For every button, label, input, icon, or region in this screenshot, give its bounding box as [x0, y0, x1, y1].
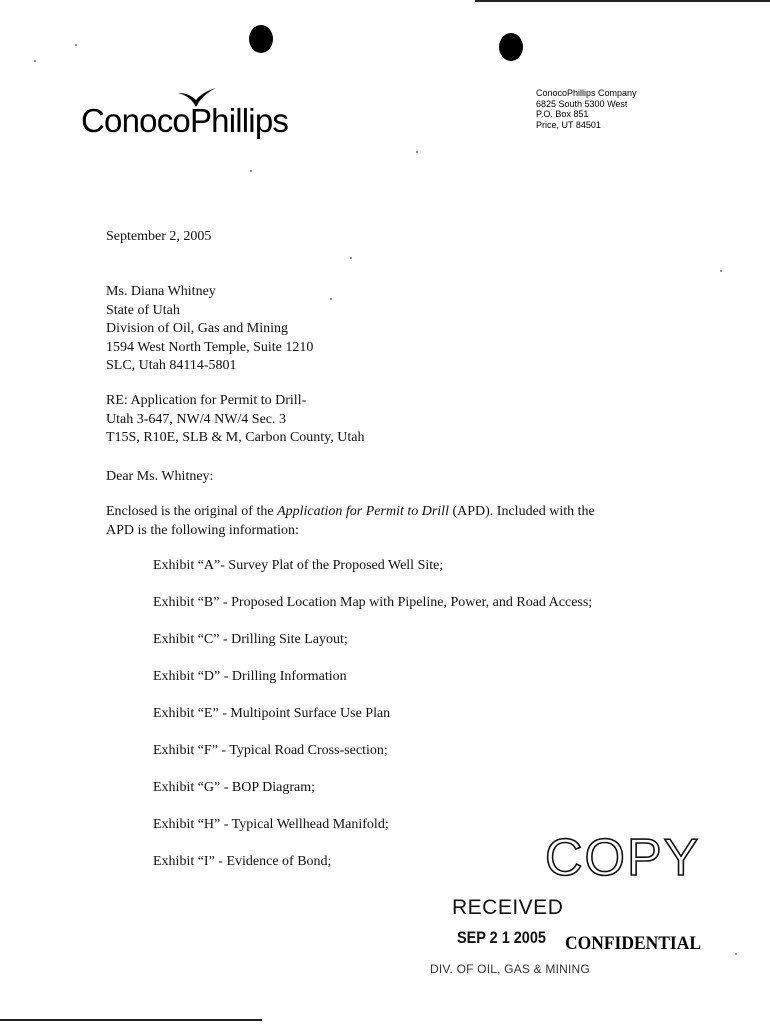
recipient-division: Division of Oil, Gas and Mining [106, 321, 288, 336]
punch-hole-left [249, 25, 273, 53]
letter-date: September 2, 2005 [106, 229, 212, 244]
received-stamp: RECEIVED [452, 896, 564, 919]
punch-hole-right [499, 33, 523, 61]
company-logo: ConocoPhillips [81, 102, 289, 139]
re-line-1: RE: Application for Permit to Drill- [106, 393, 307, 408]
re-line-2: Utah 3-647, NW/4 NW/4 Sec. 3 [106, 411, 287, 427]
intro-paragraph [106, 503, 666, 540]
exhibit-i: Exhibit “I” - Evidence of Bond; [153, 854, 332, 869]
salutation: Dear Ms. Whitney: [106, 469, 214, 484]
exhibit-c: Exhibit “C” - Drilling Site Layout; [153, 632, 348, 647]
exhibit-e: Exhibit “E” - Multipoint Surface Use Plan [153, 706, 391, 721]
apd-title: Application for Permit to Drill [277, 504, 449, 519]
re-line-3: T15S, R10E, SLB & M, Carbon County, Utah [106, 430, 365, 445]
company-city: Price, UT 84501 [536, 119, 601, 130]
exhibit-b: Exhibit “B” - Proposed Location Map with Pipeline, Power, and Road Access; [153, 595, 593, 610]
recipient-city: SLC, Utah 84114-5801 [106, 358, 237, 373]
company-name: ConocoPhillips Company [536, 88, 637, 98]
exhibit-f: Exhibit “F” - Typical Road Cross-section; [153, 743, 388, 758]
division-stamp: DIV. OF OIL, GAS & MINING [430, 962, 590, 976]
recipient-street: 1594 West North Temple, Suite 1210 [106, 339, 314, 355]
copy-stamp: COPY [545, 829, 701, 887]
company-po-box: P.O. Box 851 [536, 109, 589, 119]
scan-edge-line-top [475, 0, 770, 2]
intro-line-1: Enclosed is the original of the Application for Permit to Drill (APD). Included with the [106, 504, 595, 519]
exhibit-d: Exhibit “D” - Drilling Information [153, 669, 347, 684]
recipient-org: State of Utah [106, 302, 180, 318]
company-street: 6825 South 5300 West [536, 98, 628, 109]
scan-edge-line-bottom [0, 1019, 262, 1021]
intro-line-2: APD is the following information: [106, 522, 299, 538]
company-address [536, 88, 637, 130]
received-date-stamp: SEP 2 1 2005 [457, 928, 546, 947]
confidential-stamp: CONFIDENTIAL [565, 933, 701, 954]
exhibit-a: Exhibit “A”- Survey Plat of the Proposed Well Site; [153, 558, 444, 573]
exhibit-g: Exhibit “G” - BOP Diagram; [153, 780, 316, 795]
re-block [106, 392, 365, 448]
recipient-address [106, 283, 313, 376]
recipient-name: Ms. Diana Whitney [106, 284, 216, 299]
exhibit-h: Exhibit “H” - Typical Wellhead Manifold; [153, 817, 389, 832]
